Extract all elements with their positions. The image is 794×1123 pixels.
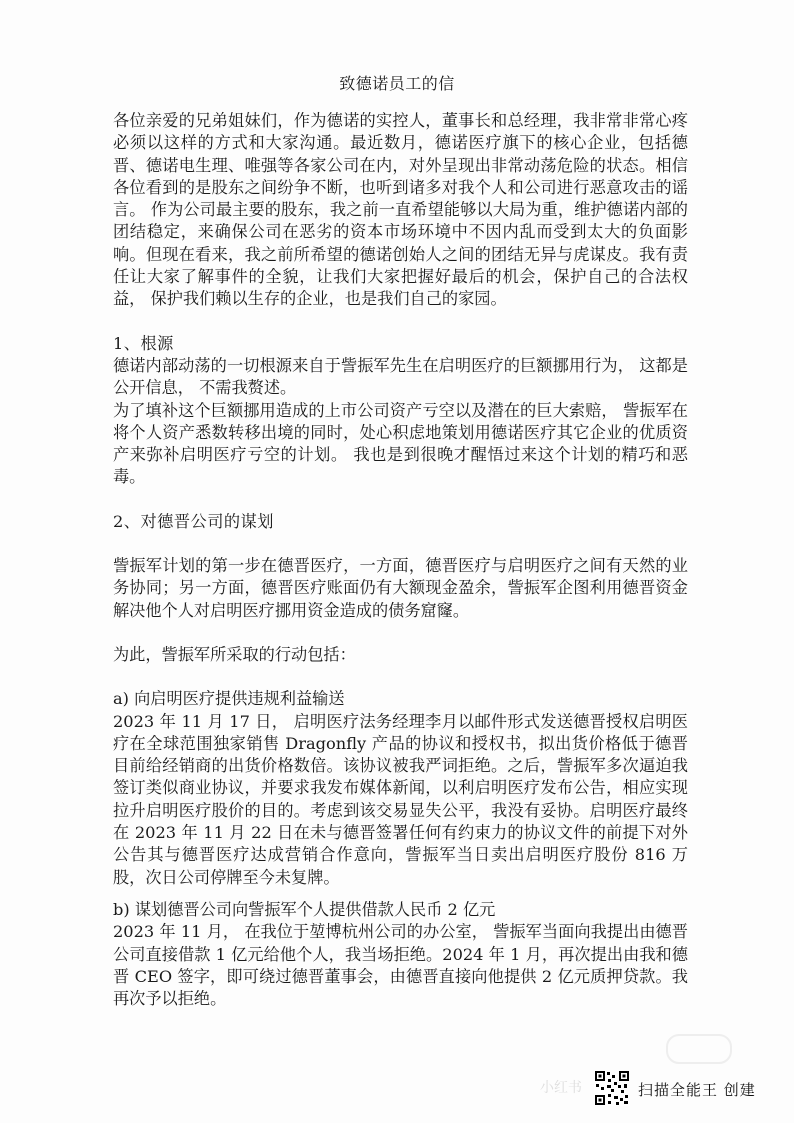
item-b-title: b) 谋划德晋公司向訾振军个人提供借款人民币 2 亿元 bbox=[113, 899, 496, 919]
watermark-faint-text: 小红书 bbox=[540, 1080, 582, 1096]
section-1-heading: 1、根源 bbox=[113, 333, 174, 353]
section-2-paragraph-2: 为此，訾振军所采取的行动包括： bbox=[113, 644, 356, 664]
spacer bbox=[113, 666, 688, 688]
spacer bbox=[113, 489, 688, 511]
document-title: 致德诺员工的信 bbox=[339, 74, 455, 93]
section-1-paragraph-1: 德诺内部动荡的一切根源来自于訾振军先生在启明医疗的巨额挪用行为， 这都是公开信息， 不需我赘述。 bbox=[113, 355, 688, 398]
item-a-title: a) 向启明医疗提供违规利益输送 bbox=[113, 689, 345, 709]
letter-body bbox=[113, 110, 688, 1010]
scanner-app-label: 扫描全能王 创建 bbox=[638, 1081, 756, 1099]
spacer bbox=[113, 889, 688, 899]
section-1-paragraph-2: 为了填补这个巨额挪用造成的上市公司资产亏空以及潜在的巨大索赔， 訾振军在将个人资产悉数转移出境的同时，处心积虑地策划用德诺医疗其它企业的优质资产来弥补启明医疗亏空的计划。 我也是到很晚才醒悟过来这个计划的精巧和恶毒。 bbox=[113, 400, 688, 487]
spacer bbox=[113, 311, 688, 333]
spacer bbox=[113, 533, 688, 555]
section-2-heading: 2、对德晋公司的谋划 bbox=[113, 511, 274, 531]
intro-paragraph: 各位亲爱的兄弟姐妹们，作为德诺的实控人，董事长和总经理，我非常非常心疼必须以这样的方式和大家沟通。最近数月，德诺医疗旗下的核心企业，包括德晋、德诺电生理、唯强等各家公司在内，对外呈现出非常动荡危险的状态。相信各位看到的是股东之间纷争不断，也听到诸多对我个人和公司进行恶意攻击的谣言。 作为公司最主要的股东，我之前一直希望能够以大局为重，维护德诺内部的团结稳定，来确保公司在恶劣的资本市场环境中不因内乱而受到太大的负面影响。但现在看来，我之前所希望的德诺创始人之间的团结无异与虎谋皮。我有责任让大家了解事件的全貌，让我们大家把握好最后的机会，保护自己的合法权益， 保护我们赖以生存的企业，也是我们自己的家园。 bbox=[113, 111, 688, 309]
item-a-body: 2023 年 11 月 17 日， 启明医疗法务经理李月以邮件形式发送德晋授权启明医疗在全球范围独家销售 Dragonfly 产品的协议和授权书，拟出货价格低于德晋目前给经销商的出货价格数倍。该协议被我严词拒绝。之后，訾振军多次逼迫我签订类似商业协议，并要求我发布媒体新闻，以利启明医疗发布公告，相应实现拉升启明医疗股价的目的。考虑到该交易显失公平，我没有妥协。启明医疗最终在 2023 年 11 月 22 日在未与德晋签署任何有约束力的协议文件的前提下对外公告其与德晋医疗达成营销合作意向，訾振军当日卖出启明医疗股份 816 万股，次日公司停牌至今未复牌。 bbox=[113, 711, 688, 887]
qr-code-icon bbox=[594, 1070, 630, 1106]
section-2-paragraph-1: 訾振军计划的第一步在德晋医疗，一方面，德晋医疗与启明医疗之间有天然的业务协同；另一方面，德晋医疗账面仍有大额现金盈余，訾振军企图利用德晋资金解决他个人对启明医疗挪用资金造成的债务窟窿。 bbox=[113, 556, 688, 620]
spacer bbox=[113, 622, 688, 644]
watermark-ring bbox=[666, 1034, 732, 1064]
item-b-body: 2023 年 11 月， 在我位于堃博杭州公司的办公室， 訾振军当面向我提出由德晋公司直接借款 1 亿元给他个人，我当场拒绝。2024 年 1 月，再次提出由我和德晋 CEO 签字，即可绕过德晋董事会，由德晋直接向他提供 2 亿元质押贷款。我再次予以拒绝。 bbox=[113, 922, 688, 1009]
